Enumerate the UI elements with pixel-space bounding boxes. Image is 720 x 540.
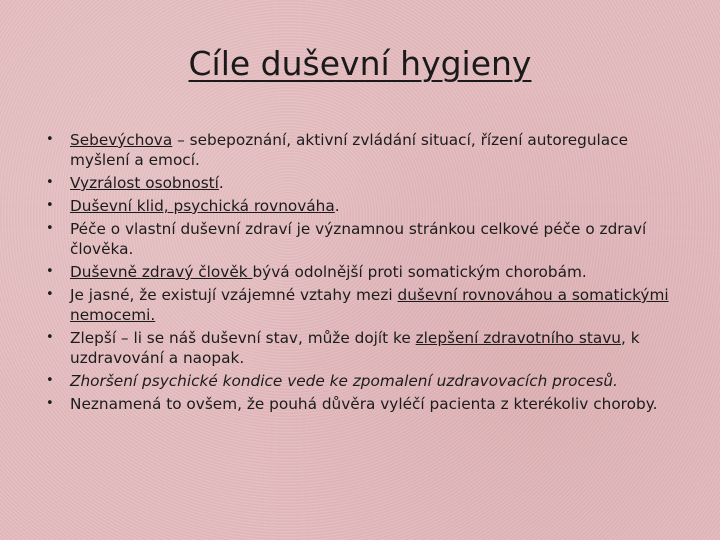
bullet-text-italic: Zhoršení psychické kondice vede ke zpomalení uzdravovacích procesů.	[70, 372, 618, 390]
bullet-text: .	[334, 197, 340, 215]
bullet-item	[46, 130, 686, 170]
bullet-text: bývá odolnější proti somatickým chorobám.	[252, 263, 587, 281]
bullet-text-underlined: Duševní klid, psychická rovnováha	[70, 197, 335, 215]
bullet-text: Péče o vlastní duševní zdraví je významnou stránkou celkové péče o zdraví člověka.	[70, 220, 647, 258]
bullet-text: Neznamená to ovšem, že pouhá důvěra vyléčí pacienta z kterékoliv choroby.	[70, 395, 658, 413]
bullet-text: .	[218, 174, 224, 192]
bullet-text-underlined: Duševně zdravý člověk	[70, 263, 253, 281]
bullet-text: , k uzdravování a naopak.	[70, 329, 640, 367]
bullet-text: Zlepší – li se náš duševní stav, může dojít ke	[70, 329, 416, 347]
bullet-item	[46, 173, 686, 193]
bullet-dot: •	[46, 330, 54, 345]
bullet-item	[46, 262, 686, 282]
bullet-text: – sebepoznání, aktivní zvládání situací, řízení autoregulace myšlení a emocí.	[70, 131, 628, 169]
bullet-item	[46, 371, 686, 391]
bullet-item	[46, 328, 686, 368]
bullet-text-underlined: zlepšení zdravotního stavu	[415, 329, 621, 347]
bullet-text-underlined: Sebevýchova	[70, 131, 173, 149]
bullet-dot: •	[46, 373, 54, 388]
bullet-dot: •	[46, 264, 54, 279]
bullet-text-underlined: duševní rovnováhou a somatickými nemocemi.	[70, 286, 669, 324]
slide-title: Cíle duševní hygieny	[188, 44, 532, 83]
bullet-text: Je jasné, že existují vzájemné vztahy mezi	[70, 286, 398, 304]
bullet-item	[46, 196, 686, 216]
bullet-dot: •	[46, 198, 54, 213]
bullet-text-underlined: Vyzrálost osobností	[70, 174, 219, 192]
bullet-item	[46, 285, 686, 325]
bullet-item	[46, 394, 686, 414]
bullet-dot: •	[46, 287, 54, 302]
bullet-item	[46, 219, 686, 259]
bullet-list	[46, 130, 686, 417]
bullet-dot: •	[46, 396, 54, 411]
bullet-dot: •	[46, 132, 54, 147]
bullet-dot: •	[46, 175, 54, 190]
bullet-dot: •	[46, 221, 54, 236]
